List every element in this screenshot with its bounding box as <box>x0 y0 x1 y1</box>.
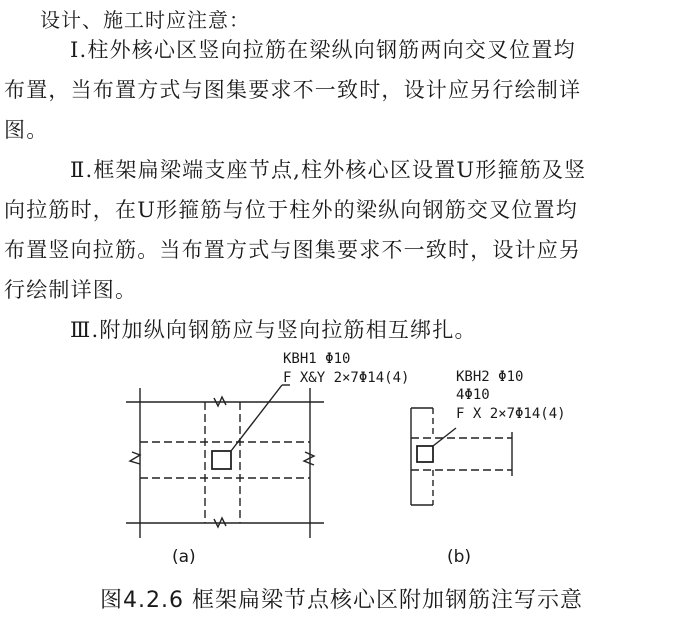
a-core-square <box>212 451 231 469</box>
a-label-line-1: KBH1 Φ10 <box>283 351 351 367</box>
paragraph-2-line-2: 向拉筋时，在U形箍筋与位于柱外的梁纵向钢筋交叉位置均 <box>4 198 578 222</box>
paragraph-1-line-3: 图。 <box>4 118 49 142</box>
paragraph-3-line-1: Ⅲ.附加纵向钢筋应与竖向拉筋相互绑扎。 <box>70 318 477 342</box>
b-sublabel: (b) <box>447 547 472 567</box>
paragraph-2-line-1: Ⅱ.框架扁梁端支座节点,柱外核心区设置U形箍筋及竖 <box>70 158 587 182</box>
figure-caption: 图4.2.6 框架扁梁节点核心区附加钢筋注写示意 <box>100 588 583 613</box>
diagram-a <box>126 385 324 538</box>
a-break-left <box>130 452 140 464</box>
diagram-b <box>411 408 512 505</box>
a-leader-line <box>231 385 282 451</box>
a-break-top <box>214 397 226 406</box>
paragraph-2-line-4: 行绘制详图。 <box>4 278 138 302</box>
a-break-bottom <box>214 518 226 527</box>
b-core-square <box>417 446 433 462</box>
paragraph-2-line-3: 布置竖向拉筋。当布置方式与图集要求不一致时，设计应另 <box>4 238 582 262</box>
a-sublabel: (a) <box>172 547 196 567</box>
b-label-line-3: F X 2×7Φ14(4) <box>456 406 566 422</box>
paragraph-1-line-1: Ⅰ.柱外核心区竖向拉筋在梁纵向钢筋两向交叉位置均 <box>70 38 576 62</box>
b-leader-line <box>433 428 456 446</box>
section-heading: 设计、施工时应注意： <box>40 8 250 32</box>
b-label-line-2: 4Φ10 <box>456 387 490 403</box>
a-label-line-2: F X&Y 2×7Φ14(4) <box>283 370 410 386</box>
paragraph-1-line-2: 布置，当布置方式与图集要求不一致时，设计应另行绘制详 <box>4 78 582 102</box>
a-break-right <box>304 452 314 465</box>
b-label-line-1: KBH2 Φ10 <box>456 369 524 385</box>
